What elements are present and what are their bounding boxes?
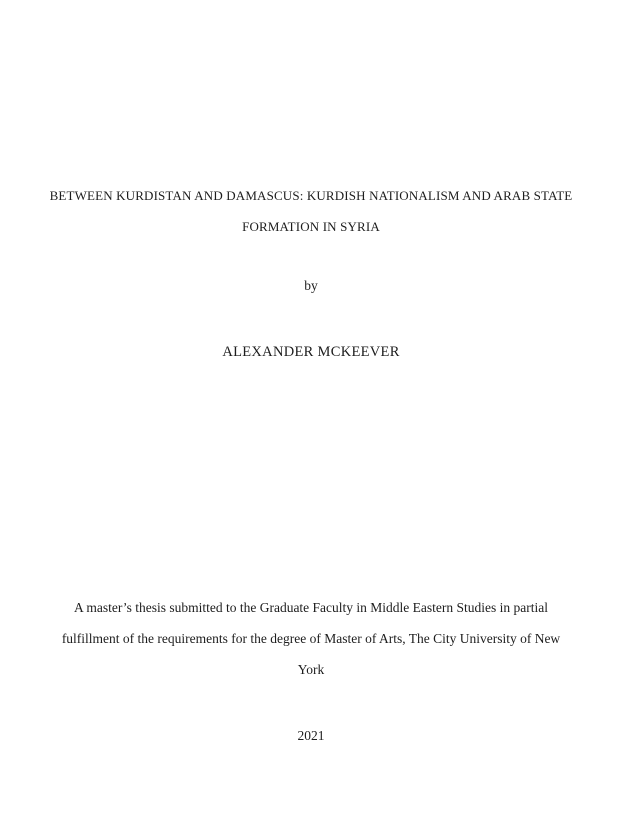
submission-statement-line-1: A master’s thesis submitted to the Graduate Faculty in Middle Eastern Studies in partial xyxy=(73,600,549,615)
thesis-title-line-1: BETWEEN KURDISTAN AND DAMASCUS: KURDISH NATIONALISM AND ARAB STATE xyxy=(49,188,573,203)
submission-statement-line-2: fulfillment of the requirements for the degree of Master of Arts, The City University of New xyxy=(61,631,561,646)
author-name: ALEXANDER MCKEEVER xyxy=(222,344,400,360)
thesis-title xyxy=(41,180,581,242)
submission-statement-line-3: York xyxy=(297,662,325,677)
publication-year: 2021 xyxy=(297,728,325,743)
submission-statement xyxy=(41,592,581,685)
thesis-title-line-2: FORMATION IN SYRIA xyxy=(242,219,380,234)
byline: by xyxy=(304,278,318,293)
